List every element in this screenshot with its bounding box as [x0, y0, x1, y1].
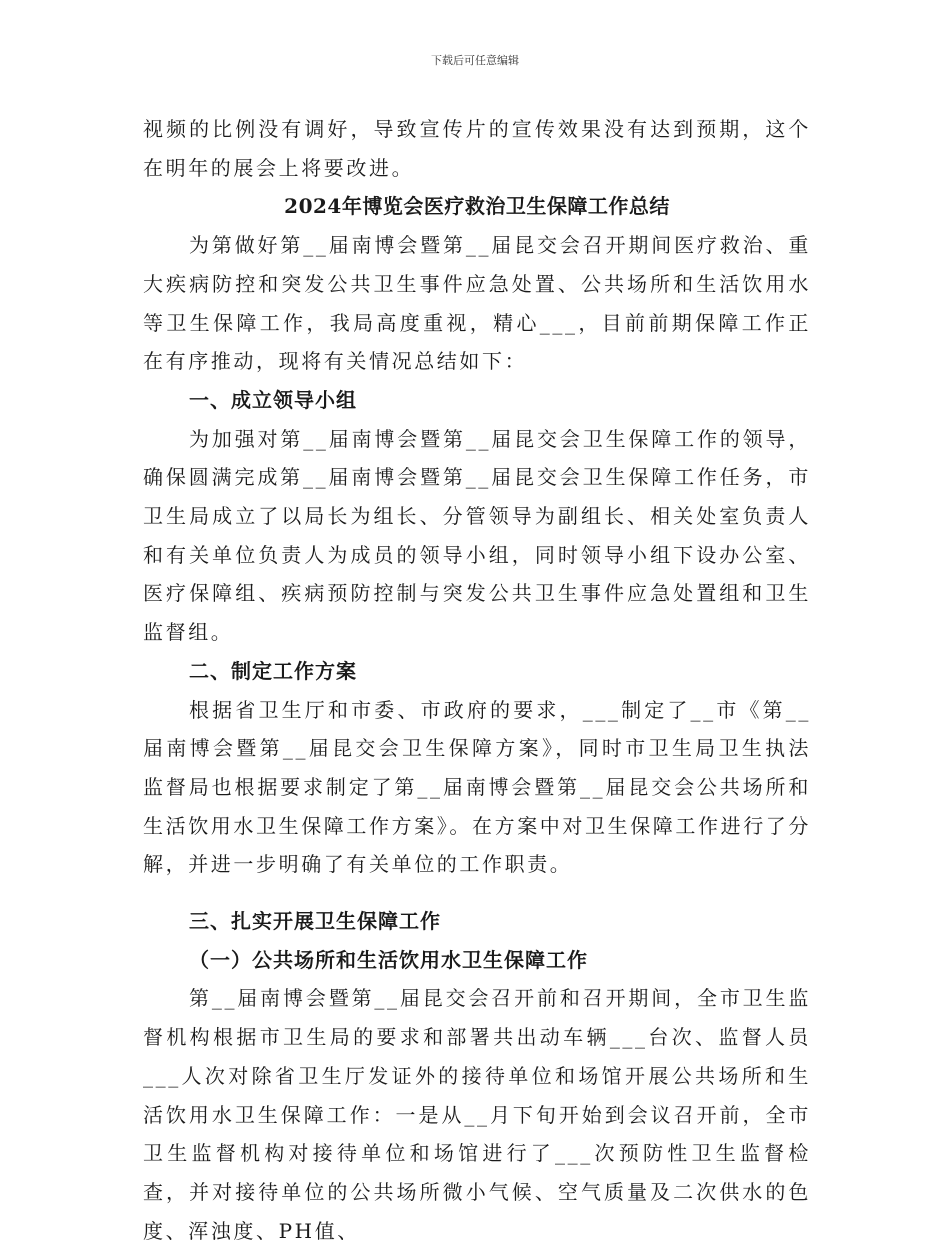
section-2-heading: 二、制定工作方案: [189, 658, 357, 683]
subsection-1-paragraph: 第__届南博会暨第__届昆交会召开前和召开期间，全市卫生监督机构根据市卫生局的要求和部署共出动车辆___台次、监督人员___人次对除省卫生厅发证外的接待单位和场馆开展公共场所和生活饮用水卫生保障工作：一是从__月下旬开始到会议召开前，全市卫生监督机构对接待单位和场馆进行了___次预防性卫生监督检查，并对接待单位的公共场所微小气候、空气质量及二次供水的色度、浑浊度、PH值、: [143, 986, 811, 1243]
opening-paragraph: 为第做好第__届南博会暨第__届昆交会召开期间医疗救治、重大疾病防控和突发公共卫生事件应急处置、公共场所和生活饮用水等卫生保障工作，我局高度重视，精心___，目前前期保障工作正在有序推动，现将有关情况总结如下：: [143, 233, 811, 374]
subsection-1-heading: （一）公共场所和生活饮用水卫生保障工作: [189, 947, 588, 972]
page-header-note: 下载后可任意编辑: [431, 54, 519, 67]
section-3-heading: 三、扎实开展卫生保障工作: [189, 909, 441, 934]
section-2-paragraph: 根据省卫生厅和市委、市政府的要求，___制定了__市《第__届南博会暨第__届昆交会卫生保障方案》，同时市卫生局卫生执法监督局也根据要求制定了第__届南博会暨第__届昆交会公共场所和生活饮用水卫生保障工作方案》。在方案中对卫生保障工作进行了分解，并进一步明确了有关单位的工作职责。: [143, 697, 811, 877]
document-body: [143, 110, 811, 1250]
document-title: 2024年博览会医疗救治卫生保障工作总结: [284, 194, 670, 219]
section-1-paragraph: 为加强对第__届南博会暨第__届昆交会卫生保障工作的领导，确保圆满完成第__届南博会暨第__届昆交会卫生保障工作任务，市卫生局成立了以局长为组长、分管领导为副组长、相关处室负责人和有关单位负责人为成员的领导小组，同时领导小组下设办公室、医疗保障组、疾病预防控制与突发公共卫生事件应急处置组和卫生监督组。: [143, 426, 811, 645]
intro-continuation-paragraph: 视频的比例没有调好，导致宣传片的宣传效果没有达到预期，这个在明年的展会上将要改进。: [143, 117, 811, 180]
section-1-heading: 一、成立领导小组: [189, 387, 357, 412]
